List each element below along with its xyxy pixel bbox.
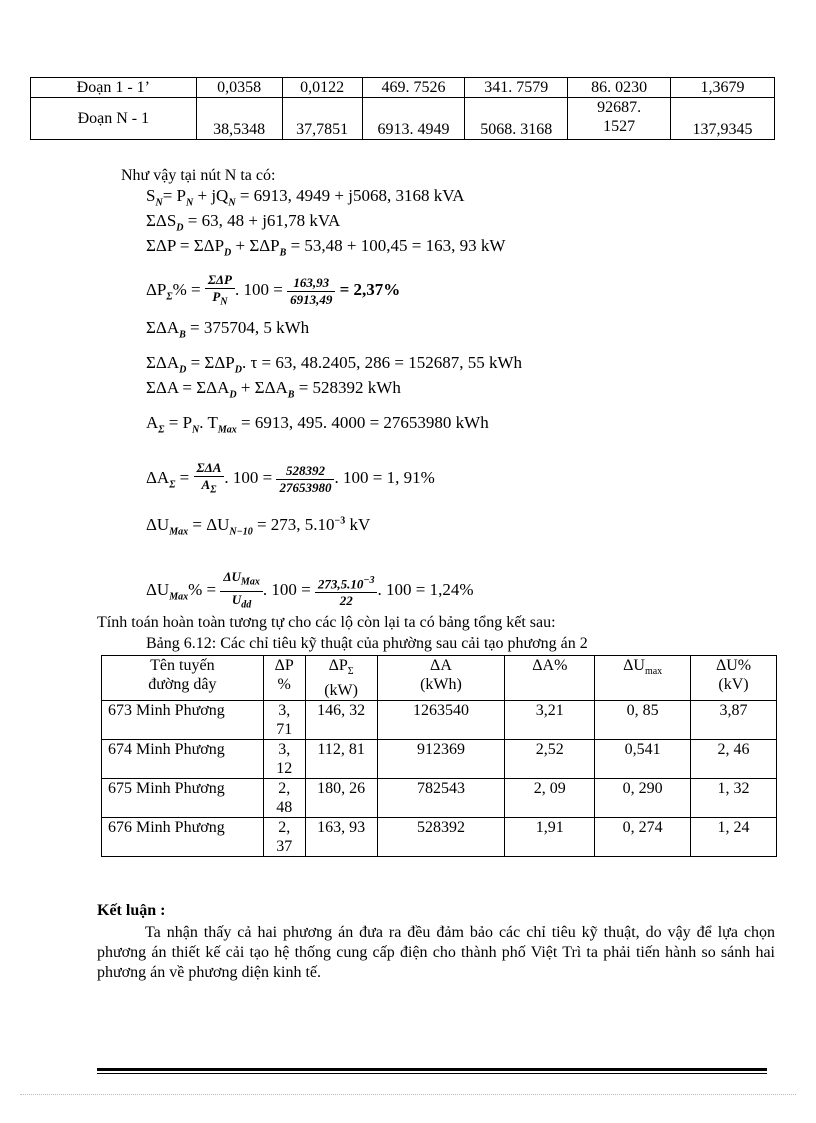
page-edge-divider: [20, 1094, 796, 1095]
eq-text: ΔU: [146, 580, 170, 599]
eq-text: = 375704, 5 kWh: [185, 318, 310, 337]
cell-line: 2,: [278, 780, 291, 798]
eq-text: ΣΔS: [146, 211, 177, 230]
equation-dp-percent: [146, 272, 400, 311]
eq-text: = 53,48 + 100,45 = 163, 93 kW: [286, 236, 506, 255]
eq-text: kV: [345, 515, 371, 534]
fraction-num: ΣΔA: [194, 460, 225, 477]
conclusion-body: Ta nhận thấy cả hai phương án đưa ra đều đảm bảo các chỉ tiêu kỹ thuật, do vậy để lựa chọn phương án thiết kế cải tạo hệ thống cung cấp điện cho thành phố Việt Trì ta phải tiến hành so sánh hai phương án về phương diện kinh tế.: [97, 924, 775, 981]
header-line: Tên tuyến: [150, 657, 215, 674]
eq-text: . 100 =: [224, 468, 277, 488]
technical-indicators-table: [101, 655, 777, 857]
eq-text: 273,5.10: [317, 576, 364, 592]
eq-sub: N: [192, 424, 200, 436]
header-cell: [305, 656, 377, 701]
header-sub: max: [644, 666, 663, 678]
eq-text: = 528392 kWh: [294, 378, 401, 397]
equation-asigma: [146, 413, 489, 435]
table-header-row: [102, 656, 777, 701]
eq-text: = 273, 5.10: [252, 515, 335, 534]
line-name-cell: 676 Minh Phương: [102, 818, 264, 857]
table-cell: [263, 701, 305, 740]
table-cell: 37,7851: [282, 98, 362, 140]
eq-text: + ΣΔP: [231, 236, 280, 255]
eq-text: ΔU: [223, 569, 241, 584]
eq-text: ΔP: [146, 280, 167, 300]
header-cell: [595, 656, 691, 701]
eq-text: = 6913, 4949 + j5068, 3168 kVA: [235, 186, 465, 205]
table-cell: 782543: [377, 779, 505, 818]
eq-text: + jQ: [193, 186, 229, 205]
eq-sup: −3: [334, 515, 346, 527]
header-text: ΔP: [328, 657, 348, 674]
cell-line: 12: [276, 760, 293, 778]
table-row: [102, 740, 777, 779]
table-cell: 112, 81: [305, 740, 377, 779]
table-cell: [263, 818, 305, 857]
eq-sub: dd: [241, 599, 252, 611]
header-cell: [691, 656, 777, 701]
eq-sub: B: [279, 247, 287, 259]
table-cell: [263, 779, 305, 818]
eq-sub: Σ: [210, 484, 217, 496]
table-cell: 1, 32: [691, 779, 777, 818]
table-cell: 2,52: [505, 740, 595, 779]
eq-sub: N: [186, 197, 194, 209]
table-cell: 0, 290: [595, 779, 691, 818]
equation-du-max: [146, 515, 370, 537]
eq-text: = 2,37%: [335, 280, 401, 300]
table-cell: 163, 93: [305, 818, 377, 857]
table-cell: 2, 46: [691, 740, 777, 779]
header-line: ΔA: [430, 657, 452, 674]
fraction-den: [205, 289, 235, 311]
header-line: (kWh): [420, 676, 462, 693]
cell-line: 48: [276, 799, 293, 817]
table-cell: 1,91: [505, 818, 595, 857]
table-cell: 0, 274: [595, 818, 691, 857]
eq-text: P: [212, 289, 221, 304]
segment-cell: [31, 98, 197, 140]
header-line: ΔU%: [715, 657, 752, 674]
eq-text: = P: [164, 413, 193, 432]
eq-text: . 100 =: [234, 280, 288, 300]
table-cell: [263, 740, 305, 779]
eq-text: ΣΔP = ΣΔP: [146, 236, 225, 255]
fraction-den: [220, 592, 262, 614]
table-cell: 1, 24: [691, 818, 777, 857]
cell-line: 92687.: [597, 99, 642, 116]
table-cell: 0, 85: [595, 701, 691, 740]
eq-text: ΣΔA = ΣΔA: [146, 378, 230, 397]
equation-du-percent: [146, 569, 473, 613]
header-line: [597, 656, 688, 681]
eq-sub: Max: [217, 424, 237, 436]
line-name-cell: 674 Minh Phương: [102, 740, 264, 779]
table-cell: 528392: [377, 818, 505, 857]
eq-text: ΣΔA: [146, 318, 180, 337]
cell-line: 3,: [278, 741, 291, 759]
eq-sub: D: [229, 389, 237, 401]
eq-sub: N: [228, 197, 236, 209]
header-cell: [505, 656, 595, 701]
eq-text: A: [201, 477, 211, 492]
intro-text: Như vậy tại nút N ta có:: [121, 167, 276, 184]
eq-text: = P: [162, 186, 186, 205]
table-row: [102, 779, 777, 818]
eq-text: = ΣΔP: [186, 353, 235, 372]
table-cell: 0,0358: [196, 78, 282, 98]
table-cell: [568, 98, 671, 140]
segment-label: Đoạn N - 1: [77, 110, 150, 127]
eq-text: =: [175, 468, 194, 488]
eq-text: S: [146, 186, 156, 205]
fraction: [194, 460, 225, 499]
eq-sub: Σ: [158, 424, 165, 436]
fraction-num: 163,93: [287, 275, 335, 292]
fraction-den: [194, 477, 225, 499]
eq-sub: D: [179, 364, 187, 376]
eq-sub: N: [155, 197, 163, 209]
table-row: [102, 701, 777, 740]
cell-line: 2,: [278, 819, 291, 837]
table-row: [102, 818, 777, 857]
table-cell: 86. 0230: [568, 78, 671, 98]
eq-text: . 100 = 1,24%: [377, 580, 474, 599]
conclusion-heading: Kết luận :: [97, 902, 166, 919]
header-cell: [377, 656, 505, 701]
eq-sub: B: [179, 329, 186, 341]
header-cell: [263, 656, 305, 701]
footer-rule: [97, 1068, 767, 1071]
table-cell: 146, 32: [305, 701, 377, 740]
eq-text: . T: [199, 413, 218, 432]
equation-da-percent: [146, 460, 435, 499]
segment-cell: Đoạn 1 - 1’: [31, 78, 197, 98]
table-cell: 137,9345: [671, 98, 775, 140]
eq-text: = ΔU: [188, 515, 230, 534]
header-line: đường dây: [148, 676, 217, 693]
equation-sn: [146, 186, 465, 208]
header-cell: [102, 656, 264, 701]
table-cell: 5068. 3168: [465, 98, 568, 140]
eq-sub: B: [287, 389, 295, 401]
equation-da: [146, 378, 401, 400]
table-cell: 180, 26: [305, 779, 377, 818]
header-text: ΔU: [623, 657, 645, 674]
header-line: (kV): [718, 676, 749, 693]
fraction-num: ΣΔP: [205, 272, 235, 289]
header-line: [308, 656, 375, 681]
table-cell: 3,21: [505, 701, 595, 740]
table-cell: 3,87: [691, 701, 777, 740]
cell-line: 1527: [603, 118, 636, 135]
eq-text: = 6913, 495. 4000 = 27653980 kWh: [236, 413, 489, 432]
eq-text: ΔA: [146, 468, 170, 488]
fraction: [287, 275, 335, 308]
fraction: [276, 463, 334, 496]
eq-text: + ΣΔA: [236, 378, 288, 397]
fraction-den: 27653980: [279, 479, 332, 495]
eq-sub: D: [234, 364, 242, 376]
table-row: [31, 98, 775, 140]
eq-sub: N−10: [229, 526, 253, 538]
table-cell: 38,5348: [196, 98, 282, 140]
fraction: [315, 573, 378, 609]
table-cell: 1,3679: [671, 78, 775, 98]
eq-text: ΣΔA: [146, 353, 180, 372]
header-line: %: [277, 676, 291, 693]
table-cell: 1263540: [377, 701, 505, 740]
equation-dab: [146, 318, 309, 340]
fraction-num: [315, 573, 378, 593]
table-caption: Bảng 6.12: Các chỉ tiêu kỹ thuật của phường sau cải tạo phương án 2: [146, 635, 588, 652]
cell-line: 71: [276, 721, 293, 739]
cell-line: 37: [276, 838, 293, 856]
summary-sentence: Tính toán hoàn toàn tương tự cho các lộ còn lại ta có bảng tổng kết sau:: [97, 614, 556, 631]
eq-text: = 63, 48 + j61,78 kVA: [183, 211, 341, 230]
eq-text: . 100 =: [262, 580, 315, 599]
eq-sub: D: [176, 222, 184, 234]
eq-sub: Σ: [166, 291, 173, 303]
line-name-cell: 673 Minh Phương: [102, 701, 264, 740]
header-line: ΔA%: [532, 657, 568, 674]
cell-line: 3,: [278, 702, 291, 720]
fraction: [220, 569, 262, 613]
table-cell: 6913. 4949: [362, 98, 465, 140]
eq-sub: N: [220, 296, 228, 308]
header-line: (kW): [324, 682, 358, 700]
table-cell: 469. 7526: [362, 78, 465, 98]
table-cell: 0,0122: [282, 78, 362, 98]
eq-sub: Max: [169, 591, 189, 603]
eq-sub: D: [224, 247, 232, 259]
eq-text: % =: [172, 280, 205, 300]
fraction-num: 528392: [276, 463, 334, 480]
eq-text: . 100 = 1, 91%: [334, 468, 435, 488]
line-name-cell: 675 Minh Phương: [102, 779, 264, 818]
fraction-den: 22: [339, 593, 353, 609]
eq-sub: Max: [169, 526, 189, 538]
eq-text: A: [146, 413, 159, 432]
table-cell: 0,541: [595, 740, 691, 779]
eq-sub: Σ: [169, 479, 176, 491]
eq-text: ΔU: [146, 515, 170, 534]
header-line: ΔP: [274, 657, 294, 674]
fraction: [205, 272, 235, 311]
table-row: [31, 78, 775, 98]
eq-sup: −3: [363, 574, 375, 586]
fraction-num: [220, 569, 262, 592]
equation-dp: [146, 236, 505, 258]
table-cell: 912369: [377, 740, 505, 779]
top-segment-table: [30, 77, 775, 140]
eq-text: . τ = 63, 48.2405, 286 = 152687, 55 kWh: [241, 353, 523, 372]
equation-dsd: [146, 211, 340, 233]
eq-sub: Max: [240, 576, 260, 588]
fraction-den: 6913,49: [290, 291, 333, 307]
table-cell: 341. 7579: [465, 78, 568, 98]
footer-rule: [97, 1073, 767, 1074]
equation-dad: [146, 353, 522, 375]
header-sub: Σ: [347, 666, 354, 678]
eq-text: U: [231, 591, 242, 607]
eq-text: % =: [188, 580, 221, 599]
table-cell: 2, 09: [505, 779, 595, 818]
